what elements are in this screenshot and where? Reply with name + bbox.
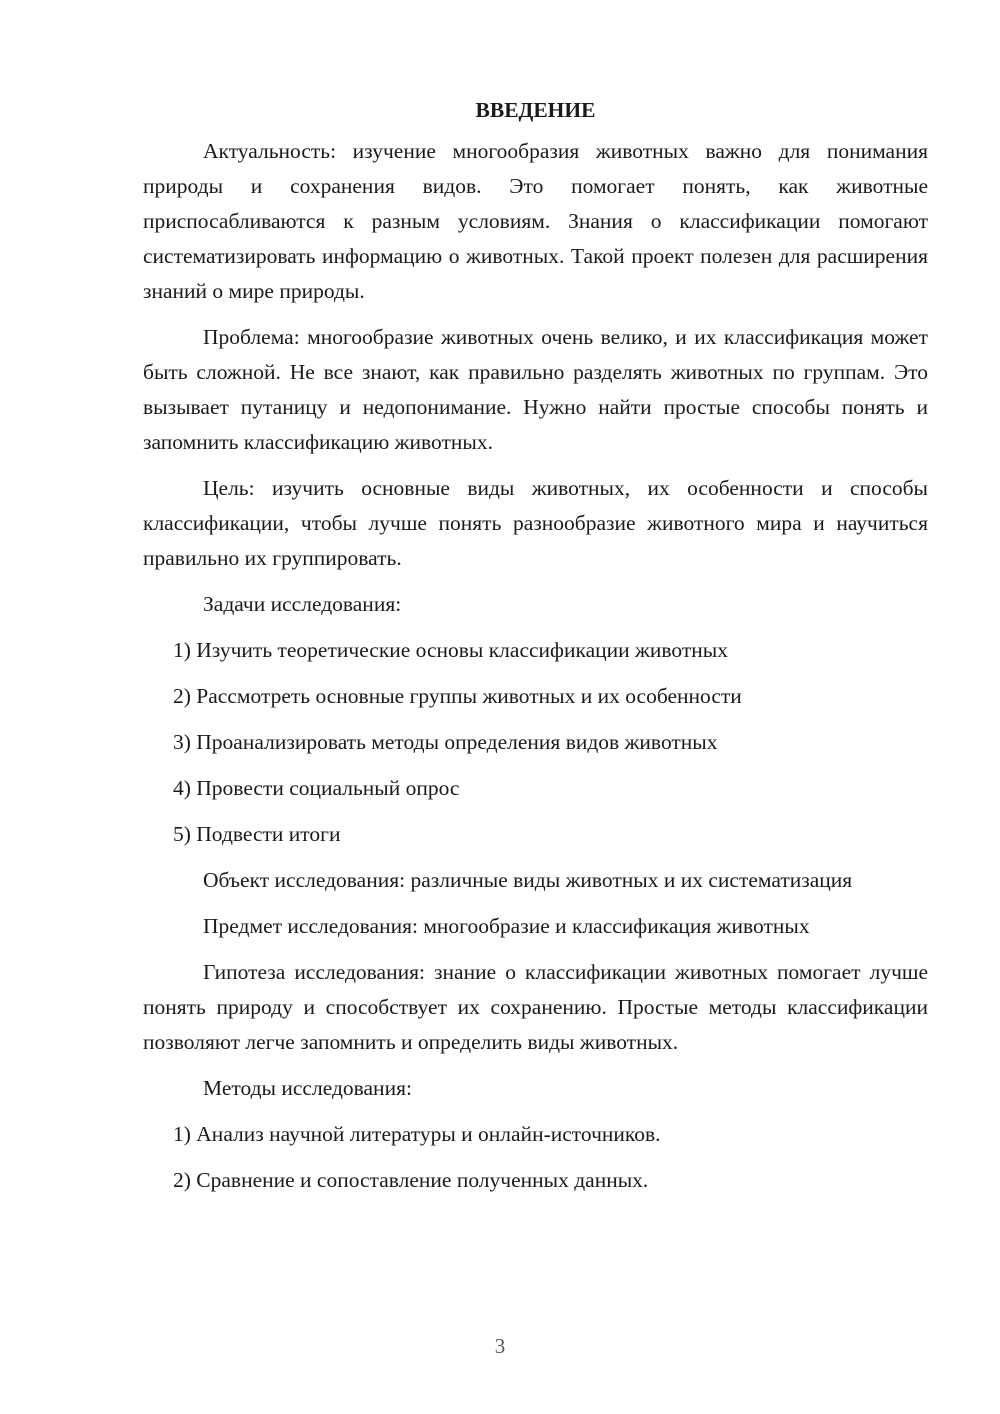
document-page [143,90,928,1209]
problem-paragraph: Проблема: многообразие животных очень велико, и их классификация может быть сложной. Не все знают, как правильно разделять животных по группам. Это вызывает путаницу и недопонимание. Нужно найти простые способы понять и запомнить классификацию животных. [143,325,928,454]
tasks-heading: Задачи исследования: [203,592,402,616]
tasks-list [143,633,928,852]
list-item: 1) Изучить теоретические основы классификации животных [173,638,728,662]
hypothesis-paragraph: Гипотеза исследования: знание о классификации животных помогает лучше понять природу и способствует их сохранению. Простые методы классификации позволяют легче запомнить и определить виды животных. [143,960,928,1054]
subject-paragraph: Предмет исследования: многообразие и классификация животных [203,914,810,938]
object-paragraph: Объект исследования: различные виды животных и их систематизация [203,868,853,892]
list-item: 2) Сравнение и сопоставление полученных данных. [173,1168,649,1192]
list-item: 3) Проанализировать методы определения видов животных [173,730,718,754]
methods-heading: Методы исследования: [203,1076,412,1100]
page-number: 3 [494,1334,506,1358]
list-item: 2) Рассмотреть основные группы животных и их особенности [173,684,742,708]
page-title: ВВЕДЕНИЕ [475,98,596,122]
relevance-paragraph: Актуальность: изучение многообразия животных важно для понимания природы и сохранения видов. Это помогает понять, как животные приспосабливаются к разным условиям. Знания о классификации помогают систематизировать информацию о животных. Такой проект полезен для расширения знаний о мире природы. [143,139,928,303]
goal-paragraph: Цель: изучить основные виды животных, их особенности и способы классификации, чтобы лучше понять разнообразие животного мира и научиться правильно их группировать. [143,476,928,570]
list-item: 1) Анализ научной литературы и онлайн-источников. [173,1122,661,1146]
methods-list [143,1117,928,1198]
list-item: 5) Подвести итоги [173,822,341,846]
list-item: 4) Провести социальный опрос [173,776,460,800]
